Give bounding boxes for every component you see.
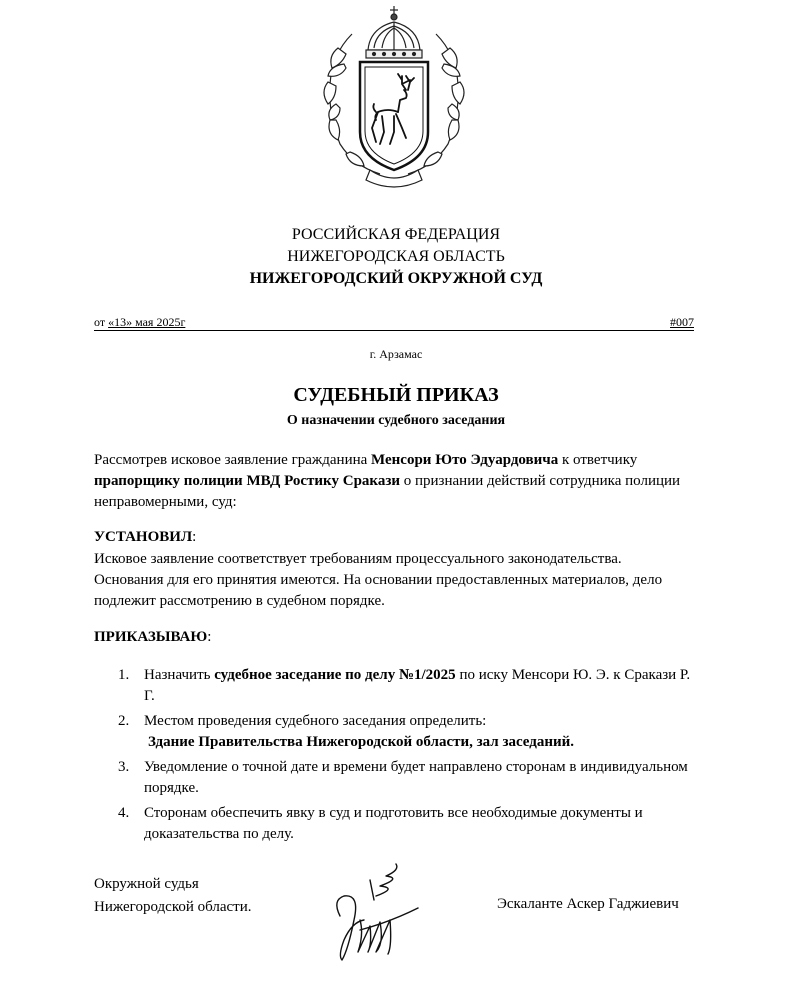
ordered-label: ПРИКАЗЫВАЮ bbox=[94, 629, 208, 645]
list-item-text: Уведомление о точной дате и времени будет направлено сторонам в индивидуальном порядке. bbox=[144, 759, 688, 796]
date-day: «13» bbox=[108, 315, 133, 329]
venue-name: Здание Правительства Нижегородской области, зал заседаний. bbox=[148, 734, 575, 750]
list-item-number: 4. bbox=[118, 805, 130, 821]
list-item-text-tail: по иску Менсори Ю. Э. к Сракази Р. Г. bbox=[144, 667, 691, 704]
handwritten-signature bbox=[330, 860, 422, 970]
established-paragraph: Исковое заявление соответствует требованиям процессуального законодательства. Основания для его принятия имеются. На основании предоставленных материалов, дело подлежит рассмотрению в судебном порядке. bbox=[94, 551, 663, 609]
ordered-heading bbox=[94, 629, 211, 646]
list-item-number: 3. bbox=[118, 759, 130, 775]
list-item bbox=[94, 665, 694, 707]
intro-text-1: Рассмотрев исковое заявление гражданина bbox=[94, 452, 372, 468]
case-reference: судебное заседание по делу №1/2025 bbox=[214, 667, 456, 683]
judge-title bbox=[94, 873, 252, 919]
list-item-text: Местом проведения судебного заседания определить: bbox=[144, 713, 487, 729]
document-title: СУДЕБНЫЙ ПРИКАЗ bbox=[293, 384, 499, 406]
ribbon-icon bbox=[366, 170, 422, 187]
date-month-year: мая 2025г bbox=[132, 315, 186, 329]
date-number-line bbox=[94, 314, 694, 331]
list-item-number: 1. bbox=[118, 667, 130, 683]
judge-title-line1: Окружной судья bbox=[94, 876, 199, 892]
list-item-number: 2. bbox=[118, 713, 130, 729]
coat-of-arms-emblem bbox=[318, 4, 470, 192]
established-heading bbox=[94, 529, 196, 546]
order-list bbox=[94, 665, 694, 849]
court-name: НИЖЕГОРОДСКИЙ ОКРУЖНОЙ СУД bbox=[249, 270, 543, 287]
country-line: РОССИЙСКАЯ ФЕДЕРАЦИЯ bbox=[291, 226, 501, 243]
crown-icon bbox=[366, 6, 422, 58]
established-colon: : bbox=[192, 529, 197, 545]
intro-text-2: к ответчику bbox=[558, 452, 638, 468]
list-item bbox=[94, 711, 694, 753]
established-label: УСТАНОВИЛ bbox=[94, 529, 193, 545]
list-item bbox=[94, 757, 694, 799]
city-name: г. Арзамас bbox=[369, 347, 423, 361]
document-header bbox=[0, 224, 792, 290]
list-item-text: Назначить bbox=[144, 667, 215, 683]
document-date bbox=[94, 315, 185, 329]
list-item bbox=[94, 803, 694, 845]
defendant-name: прапорщику полиции МВД Ростику Сракази bbox=[94, 473, 400, 489]
document-subtitle: О назначении судебного заседания bbox=[286, 413, 506, 428]
region-line: НИЖЕГОРОДСКАЯ ОБЛАСТЬ bbox=[287, 248, 505, 265]
ordered-colon: : bbox=[207, 629, 212, 645]
document-number: #007 bbox=[670, 315, 694, 329]
list-item-text: Сторонам обеспечить явку в суд и подготовить все необходимые документы и доказательства по делу. bbox=[144, 805, 643, 842]
plaintiff-name: Менсори Юто Эдуардовича bbox=[371, 452, 559, 468]
date-prefix: от bbox=[94, 315, 109, 329]
judge-name: Эскаланте Аскер Гаджиевич bbox=[497, 896, 679, 912]
judge-title-line2: Нижегородской области. bbox=[94, 899, 252, 915]
intro-paragraph bbox=[94, 450, 694, 513]
intro-text-3: о признании действий сотрудника полиции неправомерными, суд: bbox=[94, 473, 681, 510]
